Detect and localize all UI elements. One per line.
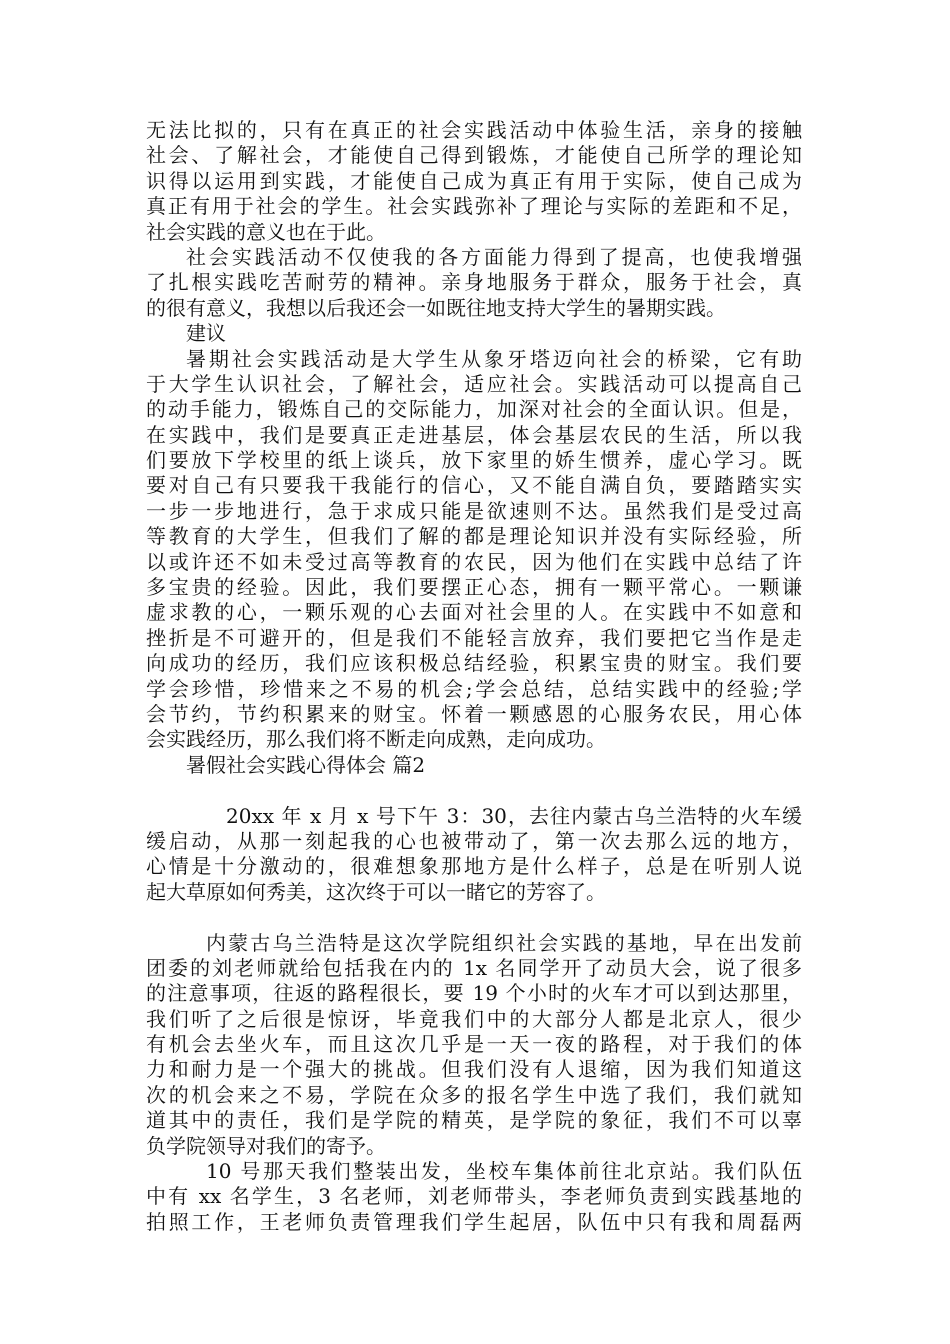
text-line: 的动手能力，锻炼自己的交际能力，加深对社会的全面认识。但是，: [146, 397, 802, 422]
text-line: 道其中的责任，我们是学院的精英，是学院的象征，我们不可以辜: [146, 1108, 802, 1133]
text-line: 建议: [186, 321, 226, 346]
paragraph: [146, 1159, 802, 1235]
text-line: 中有 xx 名学生，3 名老师，刘老师带头，李老师负责到实践基地的: [146, 1184, 802, 1209]
text-line: 等教育的大学生，但我们了解的都是理论知识并没有实际经验，所: [146, 524, 802, 549]
section-heading: [146, 753, 802, 778]
paragraph: [146, 245, 802, 321]
text-line: 的很有意义，我想以后我还会一如既往地支持大学生的暑期实践。: [146, 295, 726, 320]
paragraph: [146, 931, 802, 1160]
text-line: 的注意事项，往返的路程很长，要 19 个小时的火车才可以到达那里，: [146, 981, 802, 1006]
text-line: 有机会去坐火车，而且这次几乎是一天一夜的路程，对于我们的体: [146, 1032, 802, 1057]
blank-line: [146, 778, 802, 803]
document-page: [146, 118, 802, 1235]
text-line: 要对自己有只要我干我能行的信心，又不能自满自负，要踏踏实实: [146, 473, 802, 498]
text-line: 10 号那天我们整装出发，坐校车集体前往北京站。我们队伍: [206, 1159, 802, 1184]
text-line: 真正有用于社会的学生。社会实践弥补了理论与实际的差距和不足，: [146, 194, 802, 219]
text-line: 心情是十分激动的，很难想象那地方是什么样子，总是在听别人说: [146, 854, 802, 879]
section-heading: [146, 321, 802, 346]
text-line: 暑期社会实践活动是大学生从象牙塔迈向社会的桥梁，它有助: [186, 346, 802, 371]
text-line: 社会、了解社会，才能使自己得到锻炼，才能使自己所学的理论知: [146, 143, 802, 168]
text-line: 缓启动，从那一刻起我的心也被带动了，第一次去那么远的地方，: [146, 828, 802, 853]
text-line: 于大学生认识社会，了解社会，适应社会。实践活动可以提高自己: [146, 371, 802, 396]
text-line: 社会实践活动不仅使我的各方面能力得到了提高，也使我增强: [186, 244, 802, 269]
text-line: 会节约，节约积累来的财宝。怀着一颗感恩的心服务农民，用心体: [146, 701, 802, 726]
text-line: 我们听了之后很是惊讶，毕竟我们中的大部分人都是北京人，很少: [146, 1006, 802, 1031]
text-line: 以或许还不如未受过高等教育的农民，因为他们在实践中总结了许: [146, 549, 802, 574]
text-line: 会实践经历，那么我们将不断走向成熟，走向成功。: [146, 727, 606, 752]
text-line: 识得以运用到实践，才能使自己成为真正有用于实际，使自己成为: [146, 168, 802, 193]
text-line: 在实践中，我们是要真正走进基层，体会基层农民的生活，所以我: [146, 422, 802, 447]
paragraph: [146, 347, 802, 753]
text-line: 一步一步地进行，急于求成只能是欲速则不达。虽然我们是受过高: [146, 498, 802, 523]
paragraph: [146, 804, 802, 906]
text-line: 起大草原如何秀美，这次终于可以一睹它的芳容了。: [146, 879, 606, 904]
text-line: 暑假社会实践心得体会 篇2: [186, 752, 426, 777]
text-line: 学会珍惜，珍惜来之不易的机会;学会总结，总结实践中的经验;学: [146, 676, 802, 701]
text-line: 内蒙古乌兰浩特是这次学院组织社会实践的基地，早在出发前: [206, 930, 802, 955]
text-line: 多宝贵的经验。因此，我们要摆正心态，拥有一颗平常心。一颗谦: [146, 575, 802, 600]
paragraph: [146, 118, 802, 245]
text-line: 挫折是不可避开的，但是我们不能轻言放弃，我们要把它当作是走: [146, 625, 802, 650]
text-line: 无法比拟的，只有在真正的社会实践活动中体验生活，亲身的接触: [146, 118, 802, 142]
text-line: 力和耐力是一个强大的挑战。但我们没有人退缩，因为我们知道这: [146, 1057, 802, 1082]
text-line: 向成功的经历，我们应该积极总结经验，积累宝贵的财宝。我们要: [146, 651, 802, 676]
text-line: 团委的刘老师就给包括我在内的 1x 名同学开了动员大会，说了很多: [146, 955, 802, 980]
text-line: 20xx 年 x 月 x 号下午 3：30，去往内蒙古乌兰浩特的火车缓: [226, 803, 802, 828]
text-line: 次的机会来之不易，学院在众多的报名学生中选了我们，我们就知: [146, 1082, 802, 1107]
text-line: 虚求教的心，一颗乐观的心去面对社会里的人。在实践中不如意和: [146, 600, 802, 625]
text-line: 拍照工作，王老师负责管理我们学生起居，队伍中只有我和周磊两: [146, 1209, 802, 1234]
blank-line: [146, 905, 802, 930]
text-line: 社会实践的意义也在于此。: [146, 219, 386, 244]
text-line: 们要放下学校里的纸上谈兵，放下家里的娇生惯养，虚心学习。既: [146, 448, 802, 473]
text-line: 了扎根实践吃苦耐劳的精神。亲身地服务于群众，服务于社会，真: [146, 270, 802, 295]
text-line: 负学院领导对我们的寄予。: [146, 1133, 386, 1158]
